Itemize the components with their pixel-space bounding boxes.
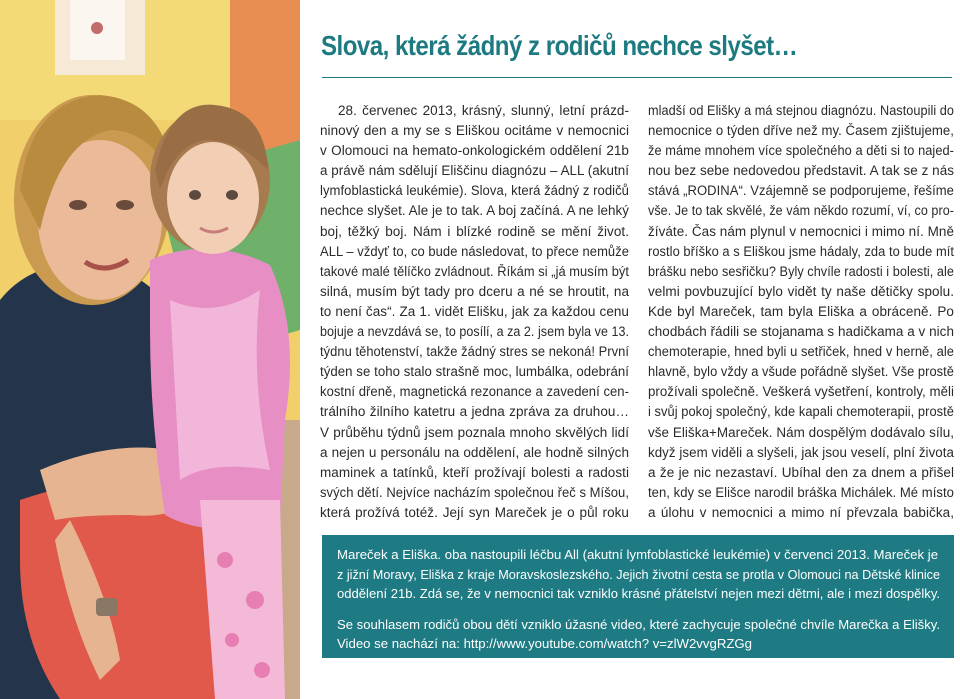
caption-paragraph-gap bbox=[337, 604, 940, 615]
text-line: svých dětí. Nejvíce nacházím společnou řeč s Míšou, bbox=[320, 484, 629, 500]
text-line: a nejen u personálu na oddělení, ale hodně silných bbox=[320, 444, 629, 460]
caption-line: oddělení 21b. Zdá se, že v nemocnici tak vzniklo krásné přátelství nejen mezi dětmi, ale i mezi dospělky. bbox=[337, 586, 941, 601]
text-line: vše. Je to tak skvělé, že vám někdo rozumí, ví, co pro- bbox=[648, 203, 954, 219]
text-line: týdnu těhotenství, takže žádný stres se nekoná! První bbox=[320, 344, 629, 360]
text-line: ten, kdy se Elišce narodil bráška Michálek. Mé místo bbox=[648, 484, 954, 500]
text-line: boj, těžký boj. Nám i blízké rodině se mění život. bbox=[320, 223, 629, 239]
text-line: nou bez sebe nedovedou představit. A tak se z nás bbox=[648, 163, 955, 179]
text-line: maminek a tatínků, kteří prožívají bolesti a radosti bbox=[320, 464, 629, 480]
text-line: v Olomouci na hemato-onkologickém oddělení 21b bbox=[320, 143, 629, 159]
text-line: mladší od Elišky a má stejnou diagnózu. Nastoupili do bbox=[648, 103, 955, 118]
text-line: takové malé tělíčko zvládnout. Říkám si „já musím být bbox=[320, 263, 630, 279]
text-line: stává „RODINA“. Vzájemně se podporujeme, řešíme bbox=[648, 183, 954, 199]
text-line: žíváte. Čas nám plynul v nemocnici i mimo ní. Mně bbox=[648, 223, 955, 239]
article-column-left bbox=[320, 101, 629, 523]
text-line: hlavně, bylo vždy a všude pořádně slyšet. Vše prostě bbox=[648, 364, 954, 380]
text-line: rostlo bříško a s Eliškou jsme hádaly, zda to bude mít bbox=[648, 243, 954, 259]
text-line: ninový den a my se s Eliškou ocitáme v nemocnici bbox=[320, 123, 629, 139]
text-line: která prožívá totéž. Její syn Mareček je o půl roku bbox=[320, 504, 629, 520]
text-line: Kde byl Mareček, tam byla Eliška a obráceně. Po bbox=[648, 303, 954, 319]
text-line: a že je nic nezastaví. Ubíhal den za dnem a přišel bbox=[648, 464, 954, 480]
article-title: Slova, která žádný z rodičů nechce slyšet… bbox=[321, 30, 798, 61]
text-line: vše Eliška+Mareček. Nám dospělým dodávalo sílu, bbox=[648, 424, 955, 440]
photo-caption-box bbox=[322, 535, 954, 658]
text-line: lymfoblastická leukémie). Slova, která žádný z rodičů bbox=[320, 183, 630, 199]
text-line: chodbách řádili se stojanama s hadičkama a v nich bbox=[648, 324, 954, 340]
text-line: trálního žilního katetru a jedna zpráva za druhou… bbox=[320, 404, 629, 420]
text-line: kostní dřeně, magnetická rezonance a zavedení cen- bbox=[320, 384, 630, 400]
text-line: že máme mnohem více společného a děti si to najed- bbox=[648, 143, 954, 159]
text-line: prožívali společně. Veškerá vyšetření, kontroly, měli bbox=[648, 384, 955, 400]
text-line: V průběhu týdnů jsem poznala mnoho skvělých lidí bbox=[320, 424, 629, 440]
title-divider bbox=[322, 77, 952, 78]
article-column-right bbox=[648, 101, 954, 523]
text-line: silná, musím být tady pro dceru a né se hroutit, na bbox=[320, 283, 629, 299]
text-line: 28. červenec 2013, krásný, slunný, letní prázd- bbox=[338, 103, 629, 118]
text-line: a úlohu v nemocnici a mimo ní převzala babička, bbox=[648, 504, 954, 520]
text-line: bojuje a nevzdává se, to posílí, a za 2. jsem byla ve 13. bbox=[320, 324, 629, 340]
caption-video-link-line: Video se nachází na: http://www.youtube.com/watch? v=zlW2vvgRZGg bbox=[337, 636, 752, 651]
text-line: nemocnice o týden dříve než my. Časem zjištujeme, bbox=[648, 123, 954, 139]
text-line: ALL – vždyť to, co bude následovat, to přece nemůže bbox=[320, 243, 629, 259]
text-line: chemoterapie, hned byli u setřiček, hned v herně, ale bbox=[648, 344, 954, 360]
text-line: i svůj pokoj společný, kde kapali chemoterapii, prostě bbox=[648, 404, 954, 420]
text-line: brášku nebo sesřičku? Byly chvíle radosti i bolesti, ale bbox=[648, 263, 955, 279]
text-line: týden se toho stalo strašně moc, lumbálka, odebrání bbox=[320, 364, 629, 380]
caption-line: Mareček a Eliška. oba nastoupili léčbu All (akutní lymfoblastické leukémie) v červenci 2013. Mareček je bbox=[337, 547, 939, 562]
caption-line: z jižní Moravy, Eliška z kraje Moravskoslezského. Jejich životní cesta se protla v Olomouci na Dětské klinice bbox=[337, 566, 941, 582]
text-line: když jsem viděli a slyšeli, jak jsou veselí, plní života bbox=[648, 444, 954, 460]
text-line: to není čas“. Za 1. vidět Elišku, jak za každou cenu bbox=[320, 303, 629, 319]
caption-line: Se souhlasem rodičů obou dětí vzniklo úžasné video, které zachycuje společné chvíle Marečka a Elišky. bbox=[337, 616, 941, 632]
text-line: velmi povbuzující bylo vidět ty naše dětičky spolu. bbox=[648, 283, 954, 299]
photo-mother-and-daughter bbox=[0, 0, 300, 699]
text-line: nechce slyšet. Ale je to tak. A boj začíná. A ne lehký bbox=[320, 203, 630, 219]
text-line: a právě nám sdělují Eliščinu diagnózu – ALL (akutní bbox=[320, 163, 630, 179]
